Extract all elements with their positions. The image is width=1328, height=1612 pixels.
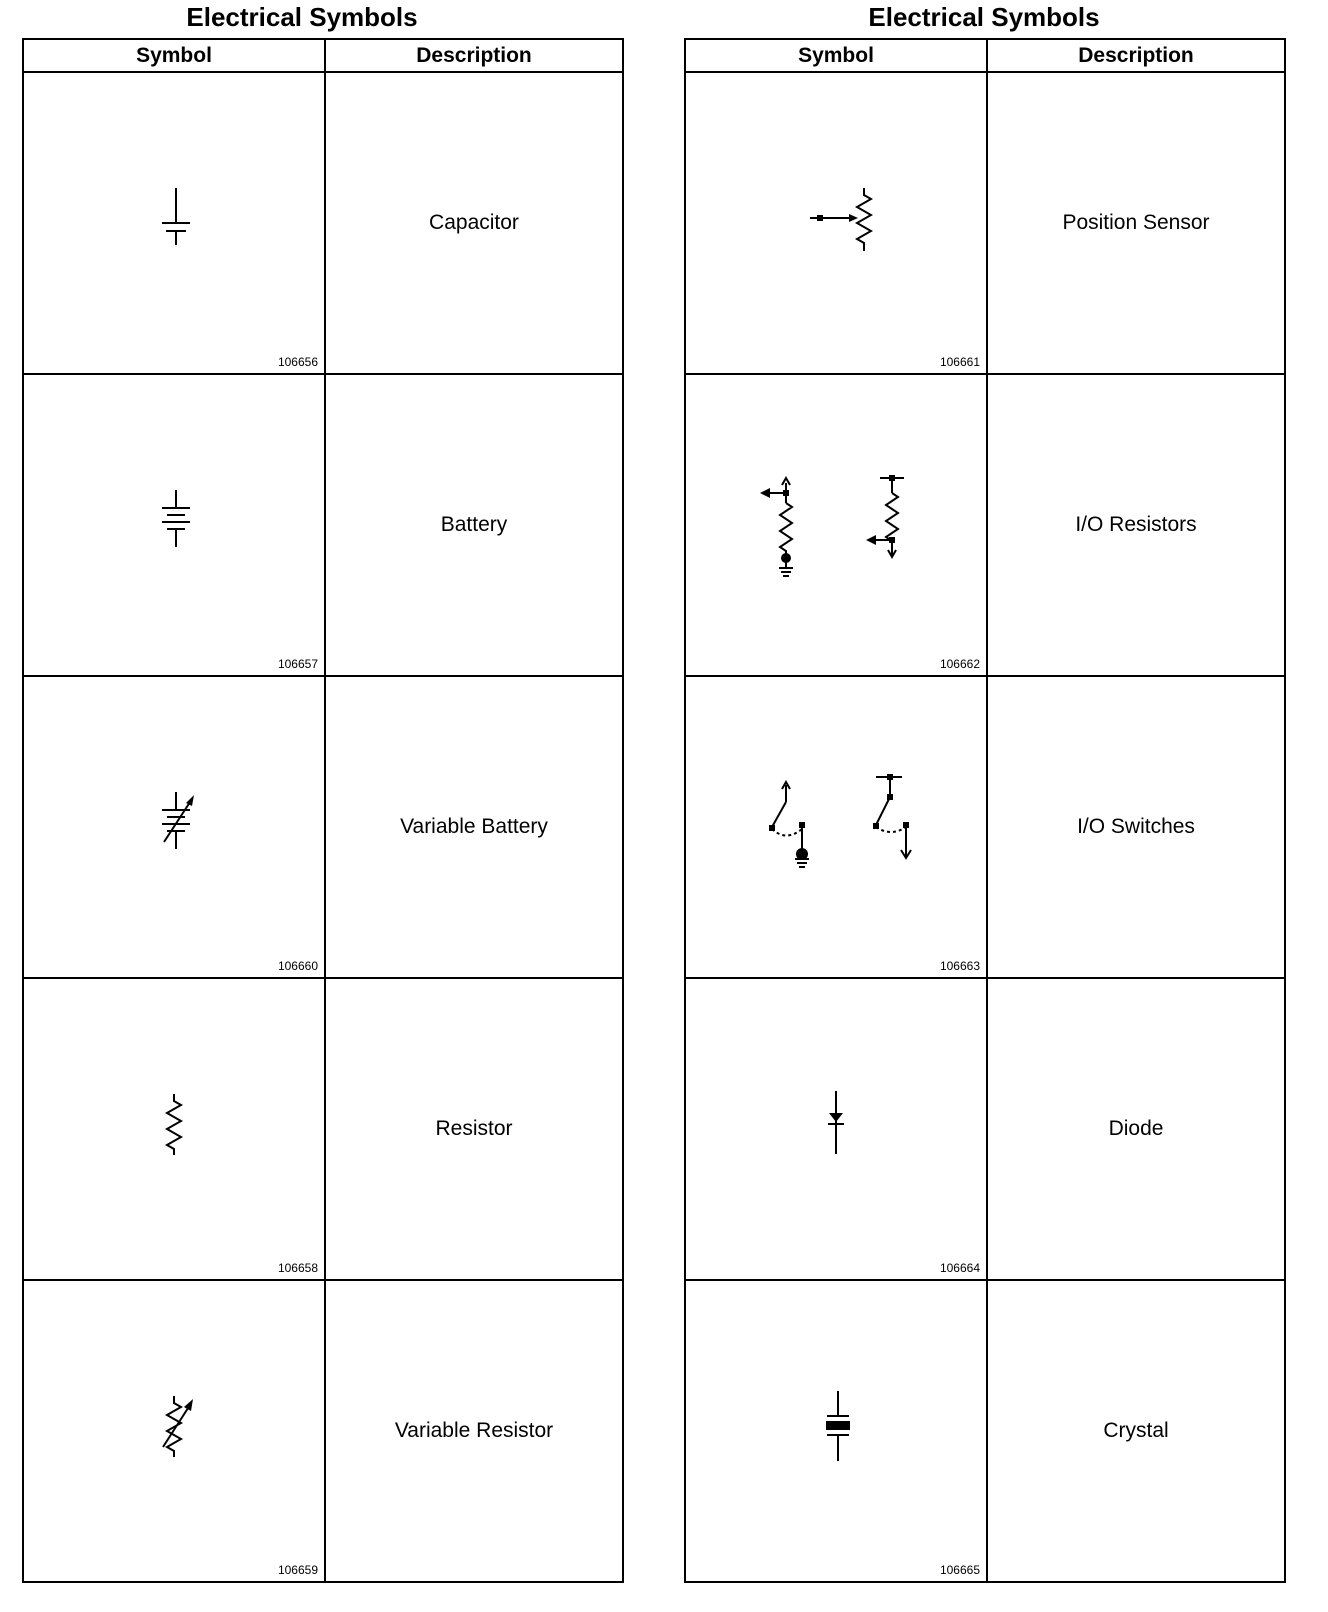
figure-code: 106662: [939, 657, 980, 671]
diode-icon: [686, 979, 988, 1279]
description-column-header: Description: [987, 39, 1285, 72]
figure-code: 106656: [277, 355, 318, 369]
description-cell: I/O Switches: [987, 676, 1285, 978]
left-symbols-table: [22, 38, 624, 1583]
description-column-header: Description: [325, 39, 623, 72]
description-cell: Crystal: [987, 1280, 1285, 1582]
capacitor-icon: [24, 73, 326, 373]
left-symbols-panel: [22, 0, 622, 1583]
description-cell: Variable Battery: [325, 676, 623, 978]
table-row: [685, 978, 1285, 1280]
table-header-row: [685, 39, 1285, 72]
left-panel-title: Electrical Symbols: [186, 2, 418, 32]
right-symbols-panel: [684, 0, 1284, 1583]
table-row: [685, 72, 1285, 374]
resistor-icon: [24, 979, 326, 1279]
variable-battery-icon: [24, 677, 326, 977]
io-switches-icon: [686, 677, 988, 977]
variable-resistor-icon: [24, 1281, 326, 1581]
figure-code: 106660: [277, 959, 318, 973]
figure-code: 106665: [939, 1563, 980, 1577]
description-cell: Diode: [987, 978, 1285, 1280]
description-cell: Capacitor: [325, 72, 623, 374]
table-row: [685, 1280, 1285, 1582]
table-row: [685, 676, 1285, 978]
position-sensor-icon: [686, 73, 988, 373]
table-row: [23, 374, 623, 676]
battery-icon: [24, 375, 326, 675]
crystal-icon: [686, 1281, 988, 1581]
description-cell: Battery: [325, 374, 623, 676]
io-resistors-icon: [686, 375, 988, 675]
table-row: [685, 374, 1285, 676]
symbol-column-header: Symbol: [23, 39, 325, 72]
figure-code: 106663: [939, 959, 980, 973]
symbol-column-header: Symbol: [685, 39, 987, 72]
figure-code: 106664: [939, 1261, 980, 1275]
description-cell: Position Sensor: [987, 72, 1285, 374]
description-cell: Resistor: [325, 978, 623, 1280]
table-header-row: [23, 39, 623, 72]
table-row: [23, 676, 623, 978]
description-cell: I/O Resistors: [987, 374, 1285, 676]
table-row: [23, 978, 623, 1280]
figure-code: 106659: [277, 1563, 318, 1577]
figure-code: 106658: [277, 1261, 318, 1275]
table-row: [23, 72, 623, 374]
figure-code: 106657: [277, 657, 318, 671]
right-symbols-table: [684, 38, 1286, 1583]
description-cell: Variable Resistor: [325, 1280, 623, 1582]
figure-code: 106661: [939, 355, 980, 369]
table-row: [23, 1280, 623, 1582]
right-panel-title: Electrical Symbols: [868, 2, 1100, 32]
